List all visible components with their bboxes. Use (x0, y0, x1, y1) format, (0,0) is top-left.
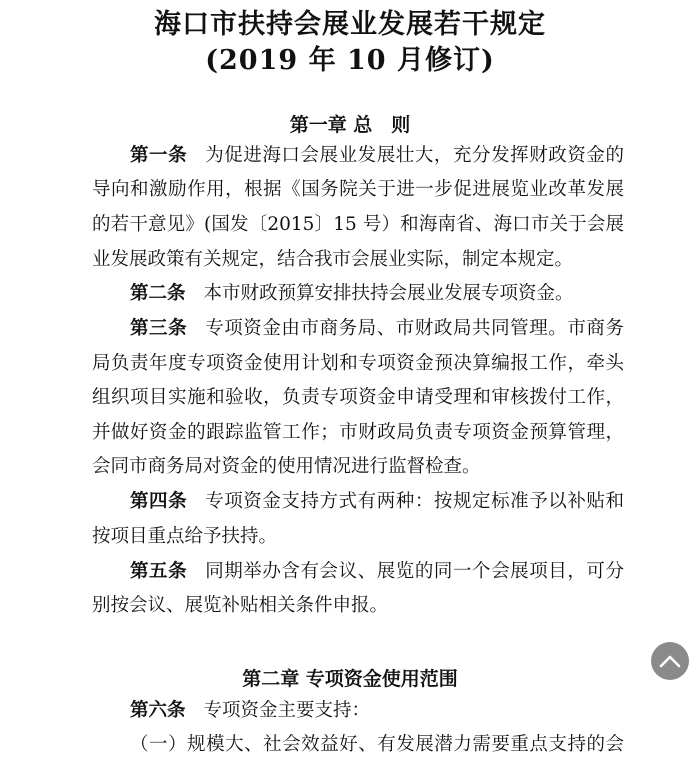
article-1-line-4: 业发展政策有关规定，结合我市会展业实际，制定本规定。 (92, 249, 574, 270)
article-text: 专项资金支持方式有两种：按规定标准予以补贴和 (205, 491, 624, 512)
article-6-line-1 (130, 699, 624, 723)
chapter-heading-1: 第一章 总 则 (289, 114, 411, 136)
article-label: 第一条 (130, 145, 188, 166)
article-label: 第二条 (130, 283, 186, 304)
article-3-line-4: 并做好资金的跟踪监管工作；市财政局负责专项资金预算管理， (92, 422, 624, 443)
scroll-to-top-button[interactable] (651, 642, 689, 680)
article-text: 同期举办含有会议、展览的同一个会展项目，可分 (205, 561, 624, 582)
article-3-line-1 (130, 317, 624, 341)
chevron-up-icon (659, 654, 681, 668)
article-label: 第四条 (130, 491, 188, 512)
article-3-line-3: 组织项目实施和验收，负责专项资金申请受理和审核拨付工作， (92, 387, 624, 408)
article-4-line-2: 按项目重点给予扶持。 (92, 526, 278, 547)
article-label: 第六条 (130, 700, 186, 721)
article-1-line-2: 导向和激励作用，根据《国务院关于进一步促进展览业改革发展 (92, 179, 624, 200)
article-2-line-1 (130, 282, 624, 306)
article-3-line-2: 局负责年度专项资金使用计划和专项资金预决算编报工作，牵头 (92, 353, 624, 374)
article-1-line-3: 的若干意见》(国发〔2015〕15 号）和海南省、海口市关于会展 (92, 214, 624, 235)
article-5-line-1 (130, 560, 624, 584)
document-title: 海口市扶持会展业发展若干规定 (154, 9, 546, 40)
article-text: 专项资金主要支持： (203, 700, 371, 721)
article-label: 第五条 (130, 561, 188, 582)
article-6-item-1: （一）规模大、社会效益好、有发展潜力需要重点支持的会 (130, 734, 624, 755)
article-1-line-1 (130, 144, 624, 168)
article-3-line-5: 会同市商务局对资金的使用情况进行监督检查。 (92, 456, 481, 477)
article-text: 为促进海口会展业发展壮大，充分发挥财政资金的 (205, 145, 624, 166)
article-text: 本市财政预算安排扶持会展业发展专项资金。 (203, 283, 574, 304)
article-5-line-2: 别按会议、展览补贴相关条件申报。 (92, 595, 389, 616)
article-text: 专项资金由市商务局、市财政局共同管理。市商务 (205, 318, 624, 339)
article-4-line-1 (130, 490, 624, 514)
chapter-heading-2: 第二章 专项资金使用范围 (242, 668, 458, 690)
article-label: 第三条 (130, 318, 188, 339)
document-subtitle: (2019 年 10 月修订) (205, 45, 495, 76)
